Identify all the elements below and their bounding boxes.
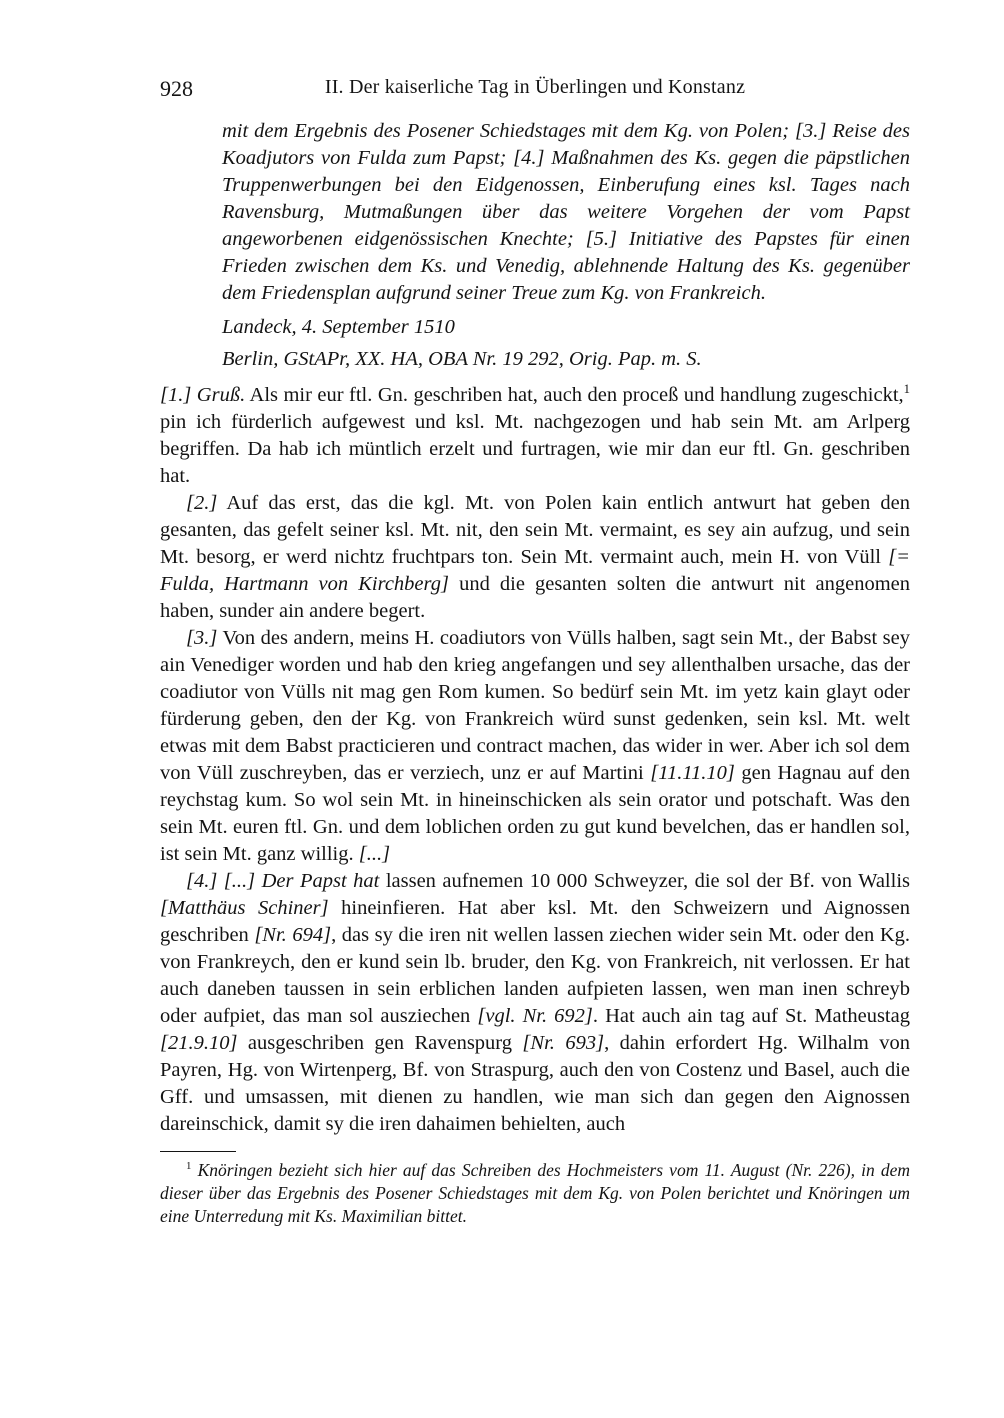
running-title: II. Der kaiserliche Tag in Überlingen und Konstanz bbox=[324, 76, 746, 98]
paragraph-3: [3.] Von des andern, meins H. coadiutors von Vülls halben, sagt sein Mt., der Babst sey ain Venediger worden und hab den krieg angefangen und sey allenthalben ursache, das der coadiutor von Vülls nit mag gen Rom kumen. So bedürf sein Mt. im yetz kain glayt oder fürderung geben, den der Kg. von Frankreich würd sunst gedenken, sein ksl. Mt. welt etwas mit dem Babst practicieren und contract machen, das wider in wer. Aber ich sol dem von Vüll zuschreyben, das er verziech, unz er auf Martini [11.11.10] gen Hagnau auf den reychstag kum. So wol sein Mt. in hineinschicken als sein orator und potschaft. Was den sein Mt. euren ftl. Gn. und dem loblichen orden zu gut kund bevelchen, das er handlen sol, ist sein Mt. ganz willig. [...] bbox=[160, 627, 910, 865]
footnote-area bbox=[160, 1151, 910, 1228]
paragraph-1: [1.] Gruß. Als mir eur ftl. Gn. geschriben hat, auch den proceß und handlung zugeschickt,$^1$ pin ich fürderlich aufgewest und ksl. Mt. nachgezogen und hab sein Mt. am Arlperg begriffen. Da hab ich müntlich erzelt und furtragen, wie mir dan eur ftl. Gn. geschriben hat. bbox=[160, 382, 910, 487]
regest-block bbox=[160, 118, 910, 373]
paragraph-2: [2.] Auf das erst, das die kgl. Mt. von Polen kain entlich antwurt hat geben den gesanten, das gefelt seiner ksl. Mt. nit, den sein Mt. vermaint, es sey ain aufzug, und sein Mt. besorg, er werd nichtz fruchtpars ton. Sein Mt. vermaint auch, mein H. von Vüll [= Fulda, Hartmann von Kirchberg] und die gesanten solten die antwurt nit angenomen haben, sunder ain andere begert. bbox=[160, 492, 911, 622]
page-number: 928 bbox=[160, 76, 193, 101]
archive-reference: Berlin, GStAPr, XX. HA, OBA Nr. 19 292, Orig. Pap. m. S. bbox=[222, 348, 702, 370]
footnote-1: $^1$ Knöringen bezieht sich hier auf das Schreiben des Hochmeisters vom 11. August (Nr. 226), in dem dieser über das Ergebnis des Posener Schiedstages mit dem Kg. von Polen berichtet und Knöringen um eine Unterredung mit Ks. Maximilian bittet. bbox=[160, 1160, 910, 1226]
letter-body bbox=[160, 382, 910, 1138]
paragraph-4: [4.] [...] Der Papst hat lassen aufnemen 10 000 Schweyzer, die sol der Bf. von Wallis [Matthäus Schiner] hineinfieren. Hat aber ksl. Mt. den Schweizern und Aignossen geschriben [Nr. 694], das sy die iren nit wellen lassen ziechen wider sein Mt. oder den Kg. von Frankreych, den er kund sein lb. bruder, den Kg. von Frankreich, nit verlossen. Er hat auch daneben taussen in sein erblichen landen aufpieten lassen, wen man inen schreyb oder aufpiet, das man sol ausziechen [vgl. Nr. 692]. Hat auch ain tag auf St. Matheustag [21.9.10] ausgeschriben gen Ravenspurg [Nr. 693], dahin erfordert Hg. Wilhalm von Payren, Hg. von Wirtenperg, Bf. von Straspurg, auch den von Costenz und Basel, auch die Gff. und umsassen, mit dienen zu handlen, wie man sich dan gegen den Aignossen dareinschick, damit sy die iren dahaimen behielten, auch bbox=[160, 870, 910, 1135]
regest-summary-text: mit dem Ergebnis des Posener Schiedstages mit dem Kg. von Polen; [3.] Reise des Koadjutors von Fulda zum Papst; [4.] Maßnahmen des Ks. gegen die päpstlichen Truppenwerbungen bei den Eidgenossen, Einberufung eines ksl. Tages nach Ravensburg, Mutmaßungen über das weitere Vorgehen der vom Papst angeworbenen eidgenössischen Knechte; [5.] Initiative des Papstes für einen Frieden zwischen dem Ks. und Venedig, ablehnende Haltung des Ks. gegenüber dem Friedensplan aufgrund seiner Treue zum Kg. von Frankreich. bbox=[222, 120, 910, 304]
dateline: Landeck, 4. September 1510 bbox=[222, 316, 455, 338]
footnote-separator-rule bbox=[160, 1151, 236, 1152]
running-header bbox=[160, 76, 910, 104]
